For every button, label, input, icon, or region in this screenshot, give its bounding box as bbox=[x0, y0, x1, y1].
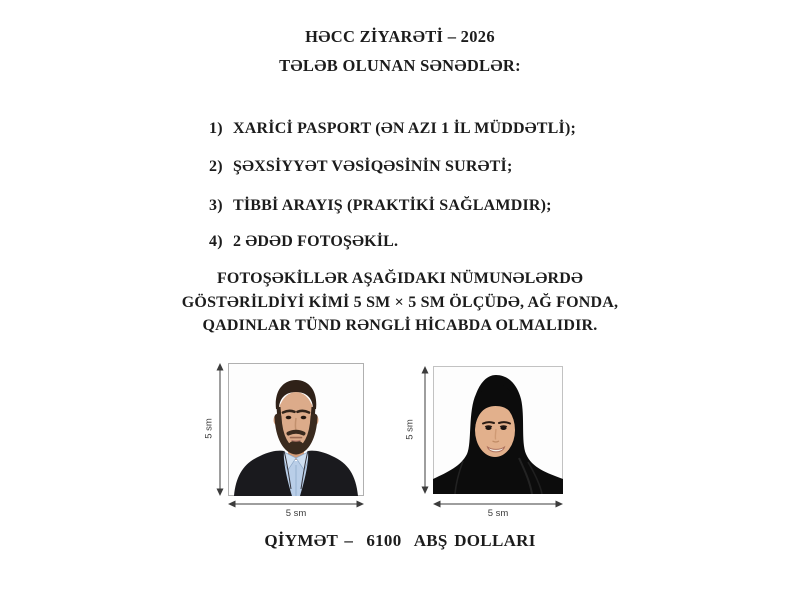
man-photo-sample bbox=[228, 363, 364, 496]
photo-note-line: QADINLAR TÜND RƏNGLİ HİCABDA OLMALIDIR. bbox=[202, 317, 598, 335]
requirement-item-2 bbox=[209, 158, 513, 176]
page-title: HƏCC ZİYARƏTİ – 2026 bbox=[305, 27, 495, 46]
requirement-number: 1) bbox=[209, 120, 223, 137]
woman-photo-sample bbox=[433, 366, 563, 494]
photo-note bbox=[0, 267, 800, 338]
woman-portrait-illustration bbox=[433, 366, 563, 494]
requirement-label: TİBBİ ARAYIŞ (PRAKTİKİ SAĞLAMDIR); bbox=[233, 197, 552, 214]
vertical-dimension-arrow-icon bbox=[215, 363, 225, 496]
vertical-dimension-arrow-icon bbox=[420, 366, 430, 494]
photo-height-label: 5 sm bbox=[404, 419, 416, 440]
photo-width-label: 5 sm bbox=[487, 508, 509, 519]
photo-width-label: 5 sm bbox=[285, 508, 307, 519]
requirement-label: ŞƏXSİYYƏT VƏSİQƏSİNİN SURƏTİ; bbox=[233, 158, 513, 175]
photo-height-label: 5 sm bbox=[203, 418, 215, 439]
requirement-item-1 bbox=[209, 120, 576, 138]
requirement-item-4 bbox=[209, 233, 398, 251]
requirement-number: 4) bbox=[209, 233, 223, 250]
photo-note-line: GÖSTƏRİLDİYİ KİMİ 5 SM × 5 SM ÖLÇÜDƏ, AĞ FONDA, bbox=[181, 293, 619, 311]
page-subtitle: TƏLƏB OLUNAN SƏNƏDLƏR: bbox=[279, 56, 521, 75]
price-text: QİYMƏT – 6100 ABŞ DOLLARI bbox=[264, 531, 536, 550]
man-portrait-illustration bbox=[228, 363, 364, 496]
requirement-label: 2 ƏDƏD FOTOŞƏKİL. bbox=[233, 233, 399, 250]
requirement-number: 3) bbox=[209, 197, 223, 214]
photo-note-line: FOTOŞƏKİLLƏR AŞAĞIDAKI NÜMUNƏLƏRDƏ bbox=[216, 270, 584, 287]
requirement-item-3 bbox=[209, 197, 552, 215]
requirement-number: 2) bbox=[209, 158, 223, 175]
requirement-label: XARİCİ PASPORT (ƏN AZI 1 İL MÜDDƏTLİ); bbox=[233, 120, 577, 137]
